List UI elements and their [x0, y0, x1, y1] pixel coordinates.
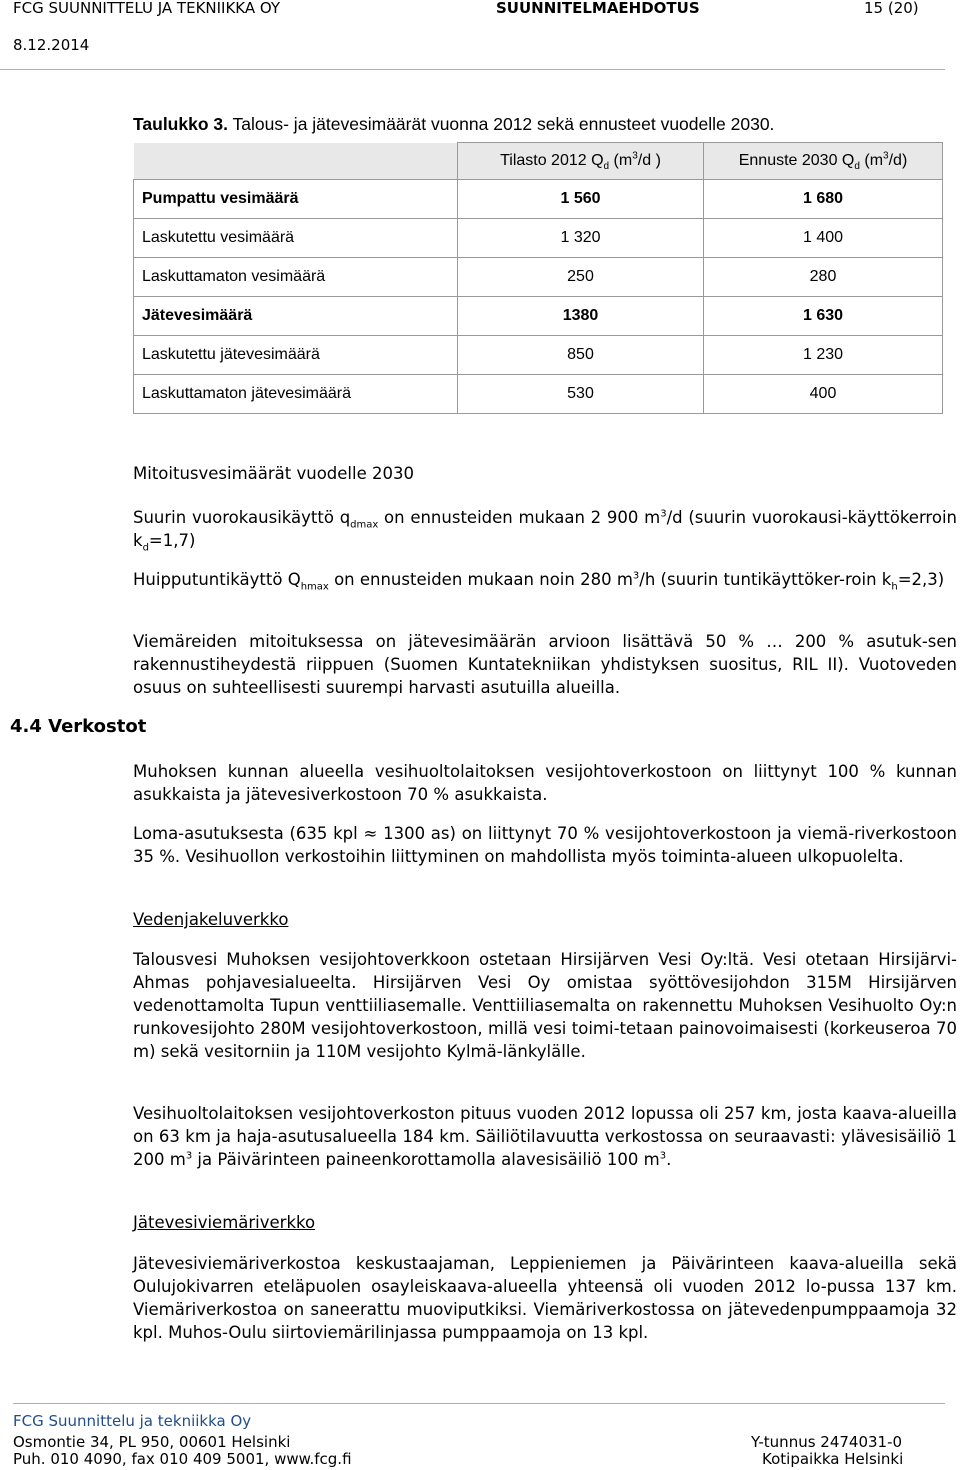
- row-value-2030: 1 400: [704, 219, 943, 258]
- row-value-2012: 1380: [458, 297, 704, 336]
- row-label: Laskutettu jätevesimäärä: [134, 336, 458, 375]
- row-value-2030: 1 230: [704, 336, 943, 375]
- row-label: Pumpattu vesimäärä: [134, 180, 458, 219]
- water-distribution-heading: Vedenjakeluverkko: [133, 910, 289, 929]
- table-row: [134, 336, 943, 375]
- footer-company: FCG Suunnittelu ja tekniikka Oy: [13, 1412, 252, 1430]
- table-row: [134, 258, 943, 297]
- footer-address: Osmontie 34, PL 950, 00601 Helsinki: [13, 1433, 291, 1451]
- footer-business-id: Y-tunnus 2474031-0: [751, 1433, 903, 1451]
- row-label: Jätevesimäärä: [134, 297, 458, 336]
- network-coverage-paragraph: Muhoksen kunnan alueella vesihuoltolaitoksen vesijohtoverkostoon on liittynyt 100 % kunnan asukkaista ja jätevesiverkostoon 70 % asukkaista.: [133, 762, 957, 804]
- header-company: FCG SUUNNITTELU JA TEKNIIKKA OY: [13, 0, 281, 17]
- max-daily-use-paragraph: Suurin vuorokausikäyttö $q_{dmax}$ on ennusteiden mukaan 2 900 $m^3/d$ (suurin vuorokausi-käyttökerroin $k_d=1,7$): [133, 508, 957, 554]
- row-value-2030: 400: [704, 375, 943, 414]
- table-row: [134, 180, 943, 219]
- header-doc-type: SUUNNITELMAEHDOTUS: [496, 0, 700, 17]
- sewer-network-paragraph: Jätevesiviemäriverkostoa keskustaajaman, Leppieniemen ja Päivärinteen kaava-alueilla sekä Oulujokivarren eteläpuolen osayleiskaava-alueella yhteensä oli vuoden 2012 lo-pussa 137 km. Viemäriverkostoa on saneerattu muoviputkiksi. Viemäriverkostossa on jätevedenpumppaamoja 32 kpl. Muhos-Oulu siirtoviemärilinjassa pumppaamoja on 13 kpl.: [133, 1254, 957, 1342]
- row-value-2012: 1 320: [458, 219, 704, 258]
- table-header-row: [134, 143, 943, 180]
- table-row: [134, 297, 943, 336]
- dimensioning-title: Mitoitusvesimäärät vuodelle 2030: [133, 464, 414, 483]
- header-page-number: 15 (20): [864, 0, 919, 17]
- peak-hourly-use-paragraph: Huipputuntikäyttö $Q_{hmax}$ on ennusteiden mukaan noin 280 $m^3/h$ (suurin tuntikäyttöker-roin $k_h=2,3$): [133, 570, 945, 593]
- row-label: Laskuttamaton jätevesimäärä: [134, 375, 458, 414]
- table-corner-cell: [134, 143, 458, 180]
- holiday-homes-paragraph: Loma-asutuksesta (635 kpl ≈ 1300 as) on liittynyt 70 % vesijohtoverkostoon ja viemä-riverkostoon 35 %. Vesihuollon verkostoihin liittyminen on mahdollista myös toiminta-alueen ulkopuolelta.: [133, 824, 957, 866]
- approx-symbol: ≈: [363, 824, 378, 843]
- table-caption: Taulukko 3. Talous- ja jätevesimäärät vuonna 2012 sekä ennusteet vuodelle 2030.: [133, 114, 775, 134]
- water-volume-table: [133, 142, 943, 414]
- row-label: Laskuttamaton vesimäärä: [134, 258, 458, 297]
- row-value-2030: 1 680: [704, 180, 943, 219]
- row-value-2030: 280: [704, 258, 943, 297]
- column-header-2012: Tilasto 2012 $Q_d$ ($m^3/d$ ): [458, 143, 704, 180]
- footer-rule: [13, 1403, 945, 1404]
- table-row: [134, 375, 943, 414]
- row-value-2012: 1 560: [458, 180, 704, 219]
- section-heading: 4.4 Verkostot: [10, 716, 147, 737]
- column-header-2030: Ennuste 2030 $Q_d$ $(m^3/d)$: [704, 143, 943, 180]
- water-distribution-paragraph: Talousvesi Muhoksen vesijohtoverkkoon ostetaan Hirsijärven Vesi Oy:ltä. Vesi otetaan Hirsijärvi-Ahmas pohjavesialueelta. Hirsijärven Vesi Oy omistaa syöttövesijohdon 315M Hirsijärven vedenottamolta Tupun venttiiliasemalle. Venttiiliasemalta on rakennettu Muhoksen Vesihuolto Oy:n runkovesijohto 280M vesijohtoverkostoon, millä vesi toimi-tetaan painovoimaisesti (korkeuseroa 70 m) sekä vesitorniin ja 110M vesijohto Kylmä-länkylälle.: [133, 950, 957, 1061]
- sewer-network-heading: Jätevesiviemäriverkko: [133, 1213, 316, 1232]
- footer-contact: Puh. 010 4090, fax 010 409 5001, www.fcg.fi: [13, 1450, 352, 1468]
- row-value-2030: 1 630: [704, 297, 943, 336]
- header-rule: [0, 69, 945, 70]
- row-value-2012: 250: [458, 258, 704, 297]
- header-date: 8.12.2014: [13, 36, 90, 54]
- row-label: Laskutettu vesimäärä: [134, 219, 458, 258]
- row-value-2012: 850: [458, 336, 704, 375]
- network-length-paragraph: Vesihuoltolaitoksen vesijohtoverkoston pituus vuoden 2012 lopussa oli 257 km, josta kaava-alueilla on 63 km ja haja-asutusalueella 184 km. Säiliötilavuutta verkostossa on seuraavasti: ylävesisäiliö 1 200 $m^3$ ja Päivärinteen paineenkorottamolla alavesisäiliö 100 $m^3$.: [133, 1104, 957, 1169]
- table-row: [134, 219, 943, 258]
- footer-domicile: Kotipaikka Helsinki: [762, 1450, 904, 1468]
- row-value-2012: 530: [458, 375, 704, 414]
- sewer-dimensioning-paragraph: Viemäreiden mitoituksessa on jätevesimäärän arvioon lisättävä 50 % … 200 % asutuk-sen rakennustiheydestä riippuen (Suomen Kuntatekniikan yhdistyksen suositus, RIL II). Vuotoveden osuus on suhteellisesti suurempi harvasti asutuilla alueilla.: [133, 632, 957, 697]
